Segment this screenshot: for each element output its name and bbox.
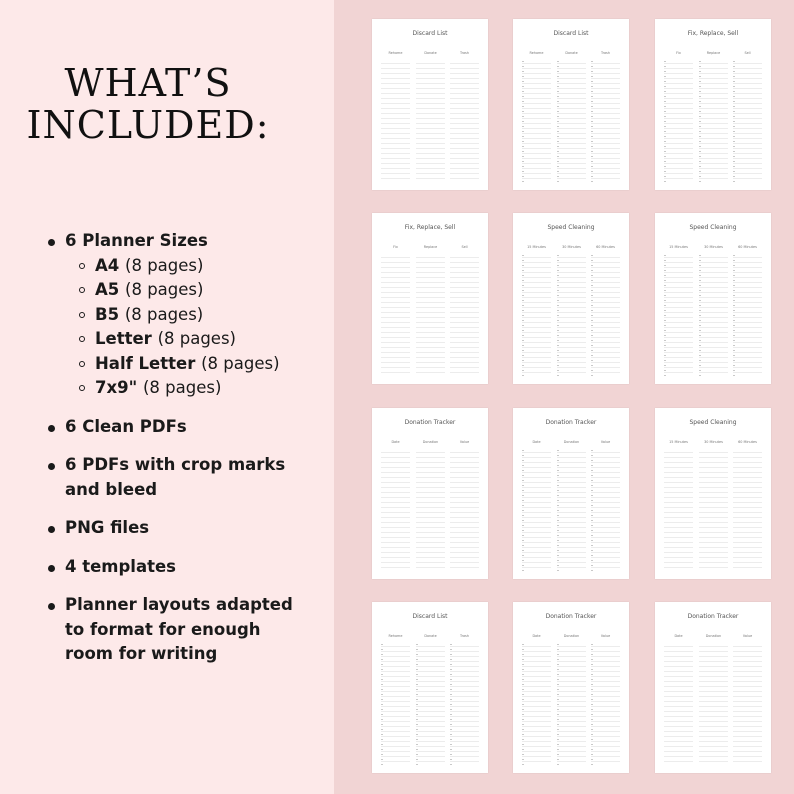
size-list <box>65 254 328 401</box>
column-header: 60 Minutes <box>596 245 615 249</box>
column-header: 30 Minutes <box>562 245 581 249</box>
ruled-column <box>591 642 620 766</box>
size-pages: (8 pages) <box>124 304 204 324</box>
ruled-column <box>416 59 445 183</box>
ruled-column <box>591 59 620 183</box>
size-item <box>65 303 328 328</box>
layouts-line-3: room for writing <box>65 644 218 663</box>
page-title: Fix, Replace, Sell <box>687 30 739 37</box>
size-item <box>65 376 328 401</box>
page-title: Speed Cleaning <box>689 419 737 426</box>
column-header: Trash <box>460 51 469 55</box>
page-title: Donation Tracker <box>545 613 597 620</box>
planner-page-preview <box>372 602 488 773</box>
ruled-column <box>416 642 445 766</box>
column-header: Rehome <box>388 51 403 55</box>
planner-page-preview <box>513 213 629 384</box>
page-title: Donation Tracker <box>687 613 739 620</box>
ruled-column <box>664 448 693 572</box>
planner-page-preview <box>513 408 629 579</box>
page-title: Donation Tracker <box>404 419 456 426</box>
column-header: Donate <box>424 51 437 55</box>
circle-bullet-icon <box>79 287 85 293</box>
size-pages: (8 pages) <box>125 280 204 299</box>
column-header: Sell <box>744 51 751 55</box>
column-header: 30 Minutes <box>704 245 723 249</box>
column-header: Donation <box>563 634 580 638</box>
feature-item <box>48 593 328 667</box>
planner-page-preview <box>655 408 771 579</box>
planner-page-preview <box>655 602 771 773</box>
bullet-icon <box>48 526 55 533</box>
column-header: Fix <box>676 51 681 55</box>
planner-sizes-label: 6 Planner Sizes <box>65 231 208 250</box>
ruled-column <box>591 253 620 377</box>
feature-list <box>48 229 328 681</box>
ruled-column <box>522 642 551 766</box>
ruled-column <box>557 448 586 572</box>
column-header: Sell <box>461 245 468 249</box>
size-name: B5 <box>95 304 120 324</box>
column-header: Value <box>459 440 470 444</box>
page-title: Discard List <box>412 30 448 37</box>
layouts-line-2: to format for enough <box>65 619 261 639</box>
column-header: Donation <box>422 440 439 444</box>
templates-label: 4 templates <box>65 556 176 576</box>
ruled-column <box>699 642 728 766</box>
ruled-column <box>664 59 693 183</box>
column-header: 60 Minutes <box>738 440 757 444</box>
left-panel <box>0 0 334 794</box>
circle-bullet-icon <box>79 336 85 342</box>
ruled-column <box>416 448 445 572</box>
ruled-column <box>381 253 410 377</box>
column-header: 15 Minutes <box>527 245 546 249</box>
circle-bullet-icon <box>79 385 85 391</box>
column-header: Donate <box>424 634 437 638</box>
page-title: Discard List <box>412 613 448 620</box>
crop-pdfs-line-1: 6 PDFs with crop marks <box>65 455 286 474</box>
planner-page-preview <box>372 408 488 579</box>
ruled-column <box>733 448 762 572</box>
size-item <box>65 254 328 279</box>
feature-item <box>48 229 328 401</box>
layouts-line-1: Planner layouts adapted <box>65 595 293 614</box>
column-header: 15 Minutes <box>669 245 688 249</box>
ruled-column <box>699 253 728 377</box>
png-label: PNG files <box>65 518 150 537</box>
ruled-column <box>699 59 728 183</box>
heading-line-2: INCLUDED: <box>26 103 270 147</box>
column-header: Date <box>674 634 683 638</box>
crop-pdfs-line-2: and bleed <box>65 479 158 499</box>
column-header: 15 Minutes <box>669 440 688 444</box>
bullet-icon <box>48 603 55 610</box>
column-header: Rehome <box>529 51 544 55</box>
size-pages: (8 pages) <box>157 329 236 348</box>
page-title: Fix, Replace, Sell <box>404 224 456 231</box>
ruled-column <box>522 253 551 377</box>
feature-item <box>48 555 328 580</box>
column-header: Trash <box>601 51 610 55</box>
column-header: Date <box>532 634 541 638</box>
column-header: Donation <box>705 634 722 638</box>
column-header: Donation <box>563 440 580 444</box>
ruled-column <box>381 59 410 183</box>
size-pages: (8 pages) <box>201 353 280 373</box>
column-header: Date <box>391 440 400 444</box>
planner-page-preview <box>513 19 629 190</box>
size-name: A5 <box>95 280 120 299</box>
size-name: A4 <box>95 255 120 275</box>
feature-item <box>48 453 328 502</box>
ruled-column <box>557 642 586 766</box>
column-header: Date <box>532 440 541 444</box>
ruled-column <box>664 642 693 766</box>
planner-page-preview <box>372 213 488 384</box>
ruled-column <box>450 59 479 183</box>
feature-item <box>48 516 328 541</box>
circle-bullet-icon <box>79 361 85 367</box>
column-header: Donate <box>565 51 578 55</box>
column-header: Value <box>742 634 753 638</box>
column-header: Replace <box>423 245 438 249</box>
column-header: 30 Minutes <box>704 440 723 444</box>
bullet-icon <box>48 425 55 432</box>
size-item <box>65 352 328 377</box>
size-item <box>65 278 328 303</box>
ruled-column <box>522 59 551 183</box>
column-header: Value <box>600 440 611 444</box>
bullet-icon <box>48 239 55 246</box>
ruled-column <box>733 59 762 183</box>
column-header: Rehome <box>388 634 403 638</box>
column-header: Trash <box>460 634 469 638</box>
heading-line-1: WHAT’S <box>64 61 232 105</box>
ruled-column <box>381 448 410 572</box>
ruled-column <box>699 448 728 572</box>
page-title: Donation Tracker <box>545 419 597 426</box>
ruled-column <box>522 448 551 572</box>
bullet-icon <box>48 565 55 572</box>
ruled-column <box>450 642 479 766</box>
page-title: Speed Cleaning <box>689 224 737 231</box>
column-header: Fix <box>393 245 398 249</box>
ruled-column <box>591 448 620 572</box>
ruled-column <box>450 448 479 572</box>
ruled-column <box>733 253 762 377</box>
planner-page-preview <box>655 19 771 190</box>
circle-bullet-icon <box>79 263 85 269</box>
ruled-column <box>664 253 693 377</box>
size-item <box>65 327 328 352</box>
planner-page-preview <box>513 602 629 773</box>
size-name: Letter <box>95 329 152 348</box>
circle-bullet-icon <box>79 312 85 318</box>
size-name: Half Letter <box>95 353 196 373</box>
size-pages: (8 pages) <box>142 378 222 397</box>
page-title: Speed Cleaning <box>547 224 595 231</box>
clean-pdfs-label: 6 Clean PDFs <box>65 416 187 436</box>
ruled-column <box>450 253 479 377</box>
planner-page-preview <box>372 19 488 190</box>
bullet-icon <box>48 463 55 470</box>
column-header: Value <box>600 634 611 638</box>
ruled-column <box>557 253 586 377</box>
size-pages: (8 pages) <box>125 255 204 275</box>
ruled-column <box>557 59 586 183</box>
page-title: Discard List <box>553 30 589 37</box>
planner-page-preview <box>655 213 771 384</box>
ruled-column <box>416 253 445 377</box>
ruled-column <box>733 642 762 766</box>
column-header: 60 Minutes <box>738 245 757 249</box>
ruled-column <box>381 642 410 766</box>
column-header: Replace <box>706 51 721 55</box>
feature-item <box>48 415 328 440</box>
size-name: 7x9" <box>95 378 138 397</box>
